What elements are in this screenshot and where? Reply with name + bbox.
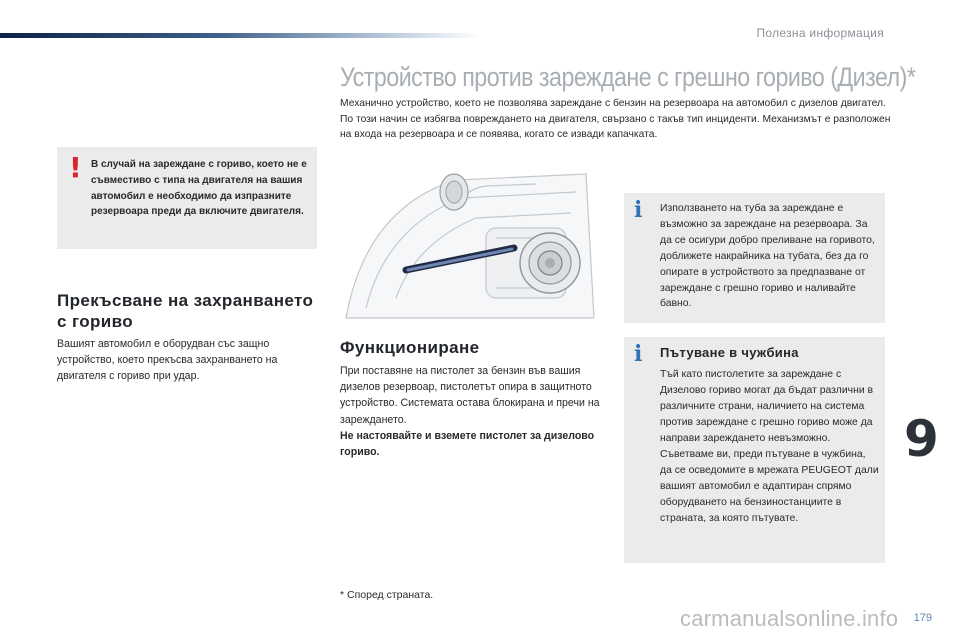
exclamation-icon: ! bbox=[69, 151, 82, 184]
info-icon: i bbox=[634, 341, 643, 367]
warning-box bbox=[57, 147, 317, 249]
section-header: Полезна информация bbox=[756, 26, 884, 40]
fuel-cutoff-text: Вашият автомобил е оборудван със защно устройство, което прекъсва захранването на двигателя с гориво при удар. bbox=[57, 338, 278, 382]
info-icon: i bbox=[634, 197, 643, 223]
fuel-cutoff-heading: Прекъсване на захранването с гориво bbox=[57, 291, 314, 331]
info-box-travel bbox=[624, 337, 885, 563]
operation-heading: Функциониране bbox=[340, 338, 480, 357]
warning-text: В случай на зареждане с гориво, което не е съвместиво с типа на двигателя на вашия автомобил е необходимо да изпразните резервоара преди да включите двигателя. bbox=[91, 159, 307, 218]
operation-description: При поставяне на пистолет за бензин във вашия дизелов резервоар, пистолетът опира в защитното устройство. Системата остава блокирана и пречи на зареждането. bbox=[340, 365, 600, 426]
operation-text bbox=[340, 363, 600, 460]
travel-heading: Пътуване в чужбина bbox=[660, 345, 799, 360]
fuel-filler-illustration bbox=[336, 168, 600, 328]
watermark: carmanualsonline.info bbox=[680, 606, 899, 631]
info-canister-text: Използването на туба за зареждане е възможно за зареждане на резервоара. За да се осигури добро преливане на горивото, доближете накрайника на тубата, без да го опирате в устройството за предпазване от зареждане с грешно гориво и наливайте бавно. bbox=[660, 203, 875, 310]
operation-warning: Не настоявайте и вземете пистолет за дизелово гориво. bbox=[340, 429, 595, 459]
footnote: * Според страната. bbox=[340, 589, 434, 601]
info-box-canister bbox=[624, 193, 885, 323]
chapter-number: 9 bbox=[904, 410, 939, 468]
page-title: Устройство против зареждане с грешно гориво (Дизел)* bbox=[340, 62, 916, 92]
travel-text: Тъй като пистолетите за зареждане с Дизелово гориво могат да бъдат различни в различните страни, наличието на система против зареждане с грешно гориво може да направи зареждането невъзможно. Съветваме ви, преди пътуване в чужбина, да се осведомите в мрежата PEUGEOT дали вашият автомобил е адаптиран спрямо оборудването на бензиностанциите в страната, за която пътувате. bbox=[660, 369, 879, 524]
fuel-cap-icon bbox=[440, 174, 468, 210]
intro-paragraph: Механично устройство, което не позволява зареждане с бензин на резервоара на автомобил с дизелов двигател. По този начин се избягва повреждането на двигателя, свързано с такъв тип инциденти. Механизмът е разположен на входа на резервоара и се появява, когато се извади капачката. bbox=[340, 98, 891, 141]
filler-neck-icon bbox=[520, 233, 580, 293]
header-gradient-bar bbox=[0, 33, 480, 38]
page-number: 179 bbox=[913, 612, 932, 624]
